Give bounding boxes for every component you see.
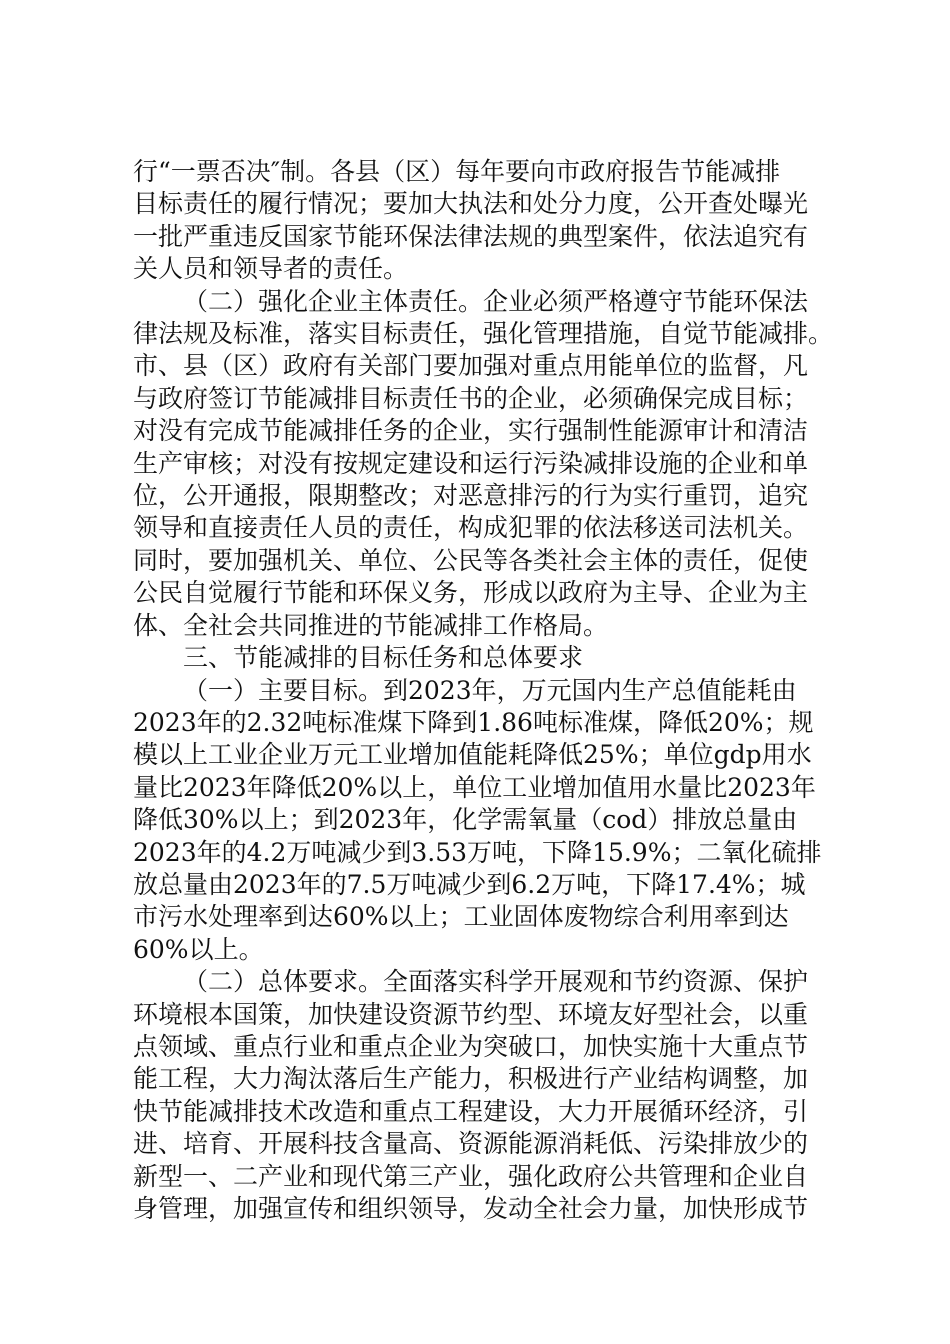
paragraph-overall-requirements — [133, 966, 833, 1225]
text-line: 点领域、重点行业和重点企业为突破口，加快实施十大重点节 — [133, 1031, 809, 1061]
text-line: 能工程，大力淘汰落后生产能力，积极进行产业结构调整，加 — [133, 1064, 809, 1094]
text-line: 体、全社会共同推进的节能减排工作格局。 — [133, 610, 609, 640]
text-line: 律法规及标准，落实目标责任，强化管理措施，自觉节能减排。 — [133, 319, 834, 349]
text-line: 模以上工业企业万元工业增加值能耗降低25%；单位gdp用水 — [133, 740, 812, 770]
text-line: 与政府签订节能减排目标责任书的企业，必须确保完成目标； — [133, 383, 809, 413]
text-line: 2023年的2.32吨标准煤下降到1.86吨标准煤，降低20%；规 — [133, 707, 814, 737]
text-line: （二）强化企业主体责任。企业必须严格遵守节能环保法 — [183, 286, 809, 316]
text-line: 生产审核；对没有按规定建设和运行污染减排设施的企业和单 — [133, 448, 809, 478]
text-line: 位，公开通报，限期整改；对恶意排污的行为实行重罚，追究 — [133, 481, 809, 511]
text-line: 市、县（区）政府有关部门要加强对重点用能单位的监督，凡 — [133, 351, 809, 381]
heading-text: 三、节能减排的目标任务和总体要求 — [183, 643, 584, 673]
section-heading — [133, 642, 833, 674]
paragraph-responsibility-veto — [133, 156, 833, 286]
text-line: 同时，要加强机关、单位、公民等各类社会主体的责任，促使 — [133, 545, 809, 575]
text-line: 新型一、二产业和现代第三产业，强化政府公共管理和企业自 — [133, 1161, 809, 1191]
text-line: 公民自觉履行节能和环保义务，形成以政府为主导、企业为主 — [133, 578, 809, 608]
text-line: 关人员和领导者的责任。 — [133, 254, 409, 284]
paragraph-main-targets — [133, 675, 833, 967]
text-line: 市污水处理率到达60%以上；工业固体废物综合利用率到达 — [133, 902, 789, 932]
text-line: （二）总体要求。全面落实科学开展观和节约资源、保护 — [183, 967, 809, 997]
text-line: 量比2023年降低20%以上，单位工业增加值用水量比2023年 — [133, 772, 816, 802]
text-line: 快节能减排技术改造和重点工程建设，大力开展循环经济，引 — [133, 1096, 809, 1126]
text-line: 放总量由2023年的7.5万吨减少到6.2万吨，下降17.4%；城 — [133, 869, 806, 899]
text-line: 身管理，加强宣传和组织领导，发动全社会力量，加快形成节 — [133, 1194, 809, 1223]
text-line: 环境根本国策，加快建设资源节约型、环境友好型社会，以重 — [133, 999, 809, 1029]
text-line: 领导和直接责任人员的责任，构成犯罪的依法移送司法机关。 — [133, 513, 809, 543]
document-body — [133, 156, 833, 1225]
text-line: 60%以上。 — [133, 934, 264, 964]
text-line: （一）主要目标。到2023年，万元国内生产总值能耗由 — [183, 675, 797, 705]
paragraph-enterprise-responsibility — [133, 286, 833, 642]
text-line: 行“一票否决″制。各县（区）每年要向市政府报告节能减排 — [133, 157, 781, 186]
text-line: 目标责任的履行情况；要加大执法和处分力度，公开查处曝光 — [133, 189, 809, 219]
text-line: 进、培育、开展科技含量高、资源能源消耗低、污染排放少的 — [133, 1129, 809, 1159]
text-line: 对没有完成节能减排任务的企业，实行强制性能源审计和清洁 — [133, 416, 809, 446]
text-line: 降低30%以上；到2023年，化学需氧量（cod）排放总量由 — [133, 805, 798, 835]
text-line: 一批严重违反国家节能环保法律法规的典型案件，依法追究有 — [133, 221, 809, 251]
text-line: 2023年的4.2万吨减少到3.53万吨，下降15.9%；二氧化硫排 — [133, 837, 822, 867]
